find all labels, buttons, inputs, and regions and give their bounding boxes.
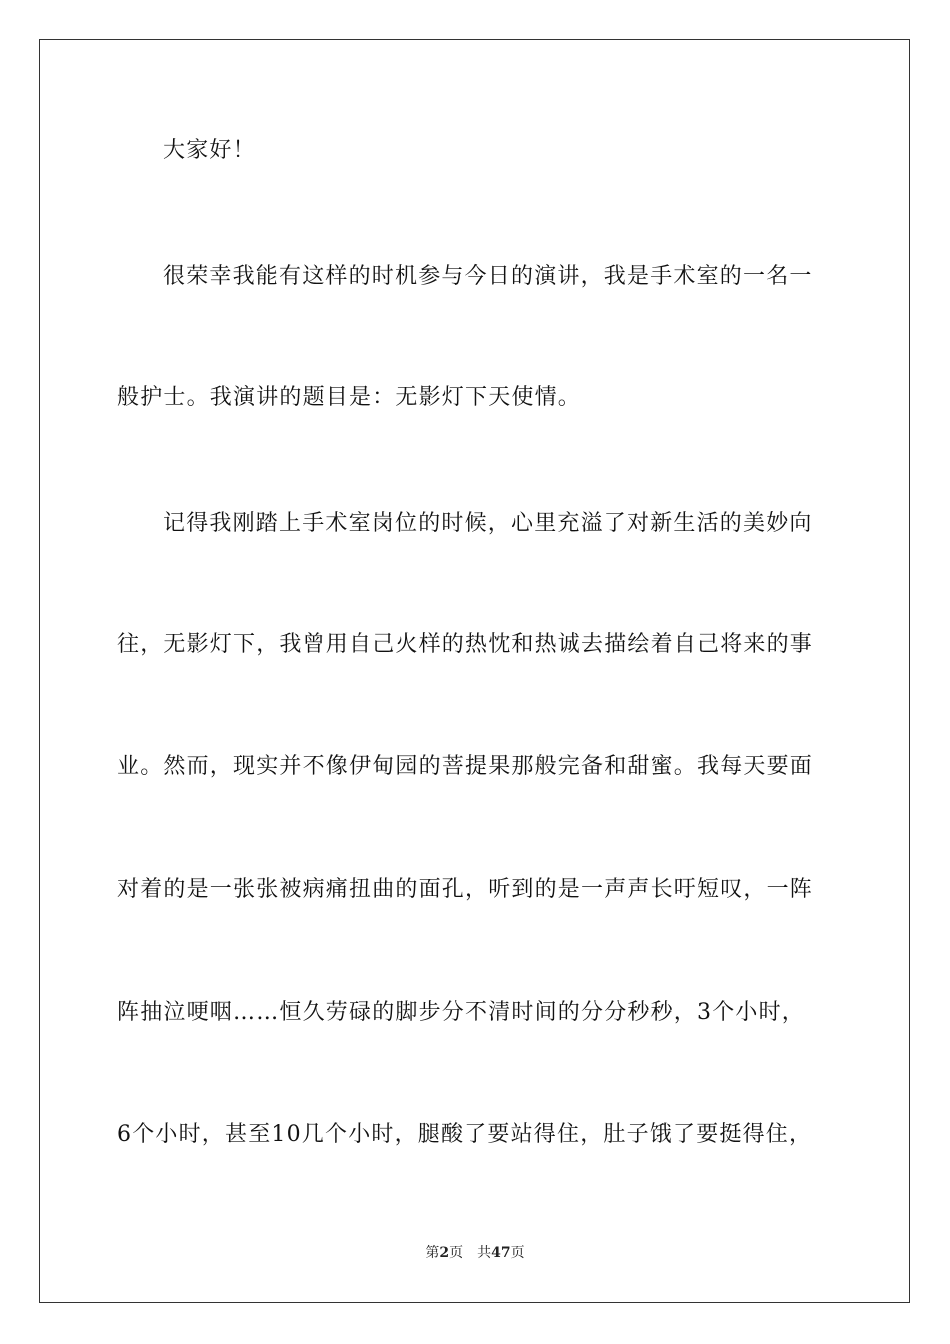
- total-pages: 47: [491, 1245, 511, 1261]
- total-suffix: 页: [510, 1245, 525, 1261]
- text-line-1: 大家好！: [163, 138, 256, 163]
- page-footer: [0, 1244, 950, 1262]
- page-suffix: 页: [449, 1245, 464, 1261]
- text-line-8: 阵抽泣哽咽……恒久劳碌的脚步分不清时间的分分秒秒，3个小时，: [117, 1000, 805, 1025]
- page-prefix: 第: [425, 1245, 440, 1261]
- text-line-3: 般护士。我演讲的题目是：无影灯下天使情。: [117, 385, 582, 410]
- text-line-9: 6个小时，甚至10几个小时，腿酸了要站得住，肚子饿了要挺得住，: [117, 1122, 813, 1147]
- page-border: [39, 39, 910, 1303]
- total-prefix: 共: [477, 1245, 492, 1261]
- text-line-7: 对着的是一张张被病痛扭曲的面孔，听到的是一声声长吁短叹，一阵: [117, 877, 814, 902]
- text-line-2: 很荣幸我能有这样的时机参与今日的演讲，我是手术室的一名一: [163, 264, 813, 289]
- text-line-6: 业。然而，现实并不像伊甸园的菩提果那般完备和甜蜜。我每天要面: [117, 754, 814, 779]
- text-line-4: 记得我刚踏上手术室岗位的时候，心里充溢了对新生活的美妙向: [163, 511, 813, 536]
- text-line-5: 往，无影灯下，我曾用自己火样的热忱和热诚去描绘着自己将来的事: [117, 632, 814, 657]
- page-number: 2: [439, 1245, 450, 1261]
